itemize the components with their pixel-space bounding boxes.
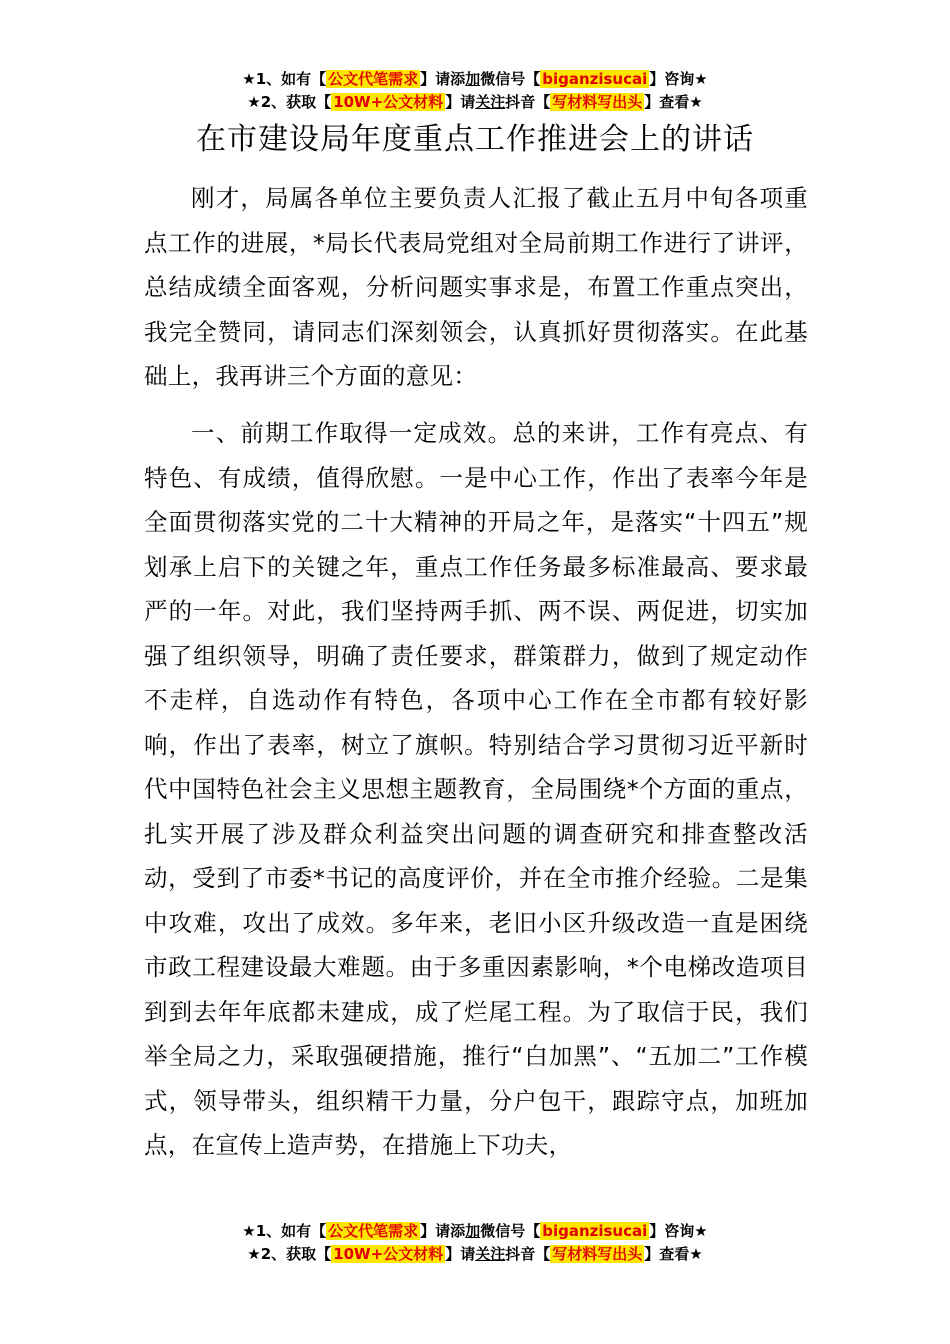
promo-text: 微信号【: [480, 1222, 541, 1240]
promo-text: 关注: [475, 1245, 506, 1263]
promo-line-1: [0, 1220, 950, 1243]
promo-text: 微信号【: [480, 70, 541, 88]
promo-text: 抖音【: [505, 93, 551, 111]
promo-text: ★2、获取【: [247, 1245, 332, 1263]
promo-highlight: 写材料写出头: [552, 1245, 643, 1263]
promo-text: 关注: [475, 93, 506, 111]
promo-banner-top: [0, 68, 950, 114]
promo-text: ★1、如有【: [242, 70, 327, 88]
promo-text: ★2、获取【: [247, 93, 332, 111]
promo-text: 抖音【: [505, 1245, 551, 1263]
promo-text: 】请: [445, 93, 476, 111]
promo-highlight: 公文代笔需求: [328, 70, 419, 88]
promo-highlight: 公文代笔需求: [328, 1222, 419, 1240]
promo-text: 加: [465, 70, 481, 88]
promo-text: 加: [465, 1222, 481, 1240]
promo-text: 】查看★: [644, 93, 703, 111]
promo-highlight: 10W+公文材料: [333, 1245, 444, 1263]
promo-highlight: 10W+公文材料: [333, 93, 444, 111]
promo-text: 】请添: [420, 70, 466, 88]
body-paragraph: 一、前期工作取得一定成效。总的来讲，工作有亮点、有特色、有成绩，值得欣慰。一是中心工作，作出了表率今年是全面贯彻落实党的二十大精神的开局之年，是落实“十四五”规划承上启下的关键之年，重点工作任务最多标准最高、要求最严的一年。对此，我们坚持两手抓、两不误、两促进，切实加强了组织领导，明确了责任要求，群策群力，做到了规定动作不走样，自选动作有特色，各项中心工作在全市都有较好影响，作出了表率，树立了旗帜。特别结合学习贯彻习近平新时代中国特色社会主义思想主题教育，全局围绕*个方面的重点，扎实开展了涉及群众利益突出问题的调查研究和排查整改活动，受到了市委*书记的高度评价，并在全市推介经验。二是集中攻难，攻出了成效。多年来，老旧小区升级改造一直是困绕市政工程建设最大难题。由于多重因素影响，*个电梯改造项目到到去年年底都未建成，成了烂尾工程。为了取信于民，我们举全局之力，采取强硬措施，推行“白加黑”、“五加二”工作模式，领导带头，组织精干力量，分户包干，跟踪守点，加班加点，在宣传上造声势，在措施上下功夫，: [144, 419, 808, 1159]
body-paragraph: 刚才，局属各单位主要负责人汇报了截止五月中旬各项重点工作的进展，*局长代表局党组对全局前期工作进行了讲评，总结成绩全面客观，分析问题实事求是，布置工作重点突出，我完全赞同，请同志们深刻领会，认真抓好贯彻落实。在此基础上，我再讲三个方面的意见：: [144, 184, 808, 390]
wechat-id-link[interactable]: biganzisucai: [542, 70, 648, 88]
promo-text: 】咨询★: [649, 70, 708, 88]
body-paragraph-1-container: [144, 176, 808, 399]
document-title: 在市建设局年度重点工作推进会上的讲话: [196, 122, 754, 157]
promo-text: ★1、如有【: [242, 1222, 327, 1240]
promo-text: 】请: [445, 1245, 476, 1263]
promo-highlight: 写材料写出头: [552, 93, 643, 111]
body-paragraph-2-container: [144, 411, 808, 1168]
promo-text: 】请添: [420, 1222, 466, 1240]
promo-line-2: [0, 1243, 950, 1266]
promo-line-1: [0, 68, 950, 91]
promo-line-2: [0, 91, 950, 114]
promo-text: 】查看★: [644, 1245, 703, 1263]
promo-text: 】咨询★: [649, 1222, 708, 1240]
wechat-id-link[interactable]: biganzisucai: [542, 1222, 648, 1240]
promo-banner-bottom: [0, 1220, 950, 1266]
